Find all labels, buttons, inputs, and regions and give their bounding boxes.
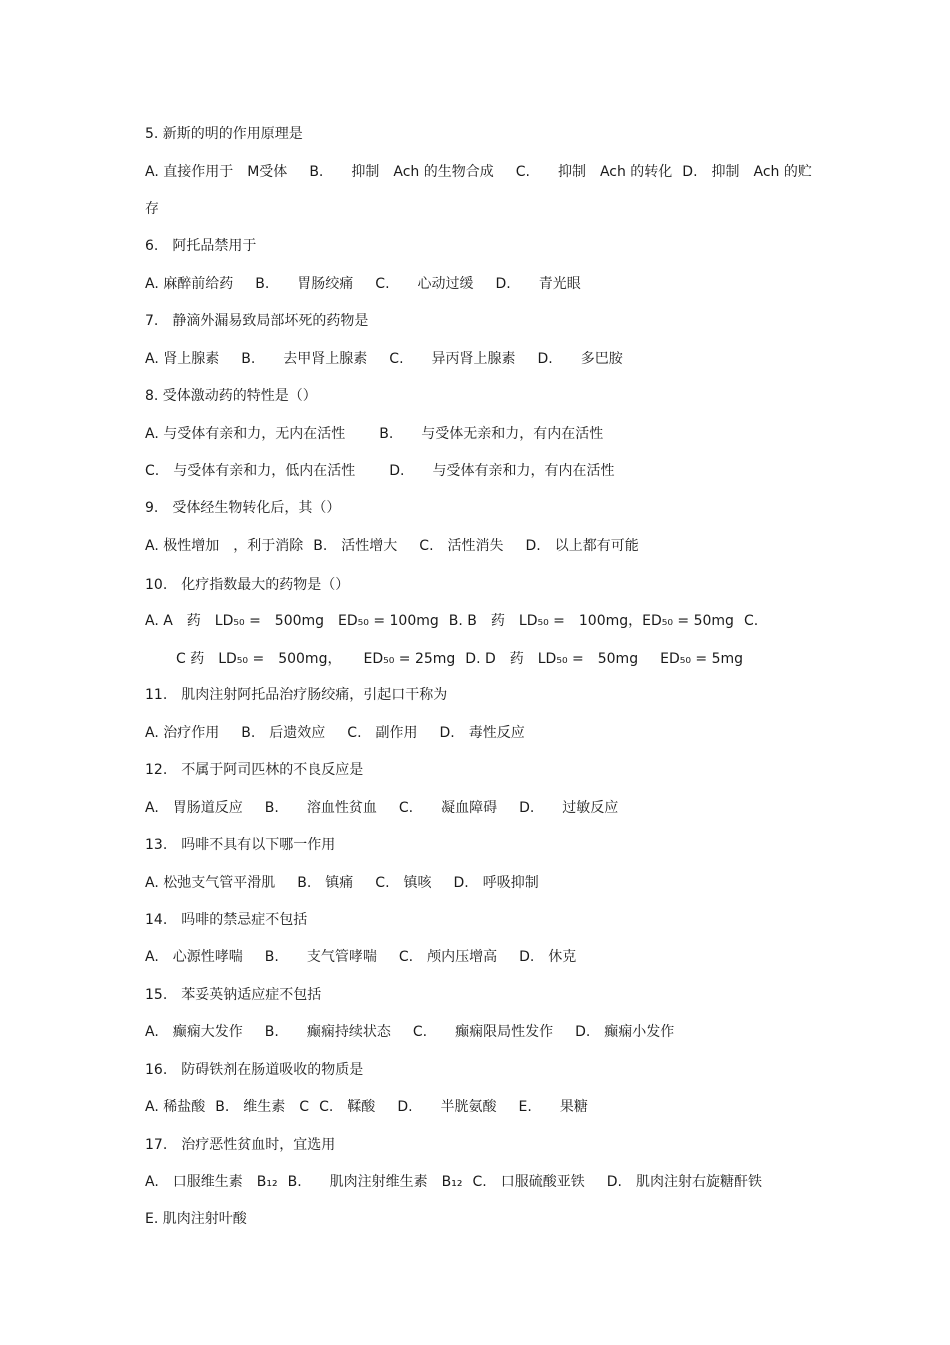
option-a: A. 麻醉前给药 [145,276,234,292]
option-b: B. 肌肉注射维生素 B₁₂ [287,1174,463,1190]
options-16 [145,1097,588,1117]
option-c: C. 凝血障碍 [398,800,498,816]
option-c-ld50: C 药 LD₅₀ = 500mg， [176,651,342,667]
options-17 [145,1172,762,1192]
options-17-continued: E. 肌肉注射叶酸 [145,1211,247,1227]
options-10-line2 [176,649,743,669]
option-a: A. 心源性哮喘 [145,949,243,965]
question-8: 8. 受体激动药的特性是（） [145,388,317,404]
option-a: A. 治疗作用 [145,725,220,741]
option-c: C. 与受体有亲和力，低内在活性 [145,463,356,479]
option-a: A. 肾上腺素 [145,351,220,367]
question-6: 6. 阿托品禁用于 [145,238,257,254]
options-11 [145,723,525,743]
option-d: D. 青光眼 [495,276,581,292]
question-15: 15. 苯妥英钠适应症不包括 [145,987,322,1003]
option-a: A. 直接作用于 M受体 [145,164,288,180]
question-7: 7. 静滴外漏易致局部坏死的药物是 [145,313,369,329]
option-d: D. 半胱氨酸 [397,1099,497,1115]
question-13: 13. 吗啡不具有以下哪一作用 [145,837,336,853]
option-b: B. 胃肠绞痛 [255,276,354,292]
option-d: D. 多巴胺 [537,351,623,367]
option-c: C. 异丙肾上腺素 [389,351,516,367]
option-b: B. 抑制 Ach 的生物合成 [309,164,494,180]
option-d: D. 毒性反应 [439,725,525,741]
option-b: B. 支气管哮喘 [264,949,377,965]
question-16: 16. 防碍铁剂在肠道吸收的物质是 [145,1062,364,1078]
options-14 [145,947,576,967]
option-a: A. 松弛支气管平滑肌 [145,875,276,891]
option-b: B. 镇痛 [297,875,354,891]
options-13 [145,873,539,893]
option-c: C. 副作用 [347,725,418,741]
options-6 [145,274,581,294]
options-7 [145,349,623,369]
option-a: A. 与受体有亲和力，无内在活性 [145,426,346,442]
option-a: A. 稀盐酸 [145,1099,206,1115]
option-b: B. 维生素 C [215,1099,310,1115]
option-b: B. 与受体无亲和力，有内在活性 [379,426,604,442]
options-9 [145,536,639,556]
option-d: D. 呼吸抑制 [453,875,539,891]
option-c: C. 镇咳 [375,875,432,891]
question-10: 10. 化疗指数最大的药物是（） [145,577,350,593]
question-11: 11. 肌肉注射阿托品治疗肠绞痛，引起口干称为 [145,687,448,703]
option-d: D. D 药 LD₅₀ = 50mg [465,651,639,667]
option-d: D. 与受体有亲和力，有内在活性 [389,463,615,479]
options-5-continued: 存 [145,201,159,217]
question-12: 12. 不属于阿司匹林的不良反应是 [145,762,364,778]
option-c: C. 颅内压增高 [398,949,498,965]
option-d: D. 休克 [519,949,577,965]
option-d: D. 癫痫小发作 [575,1024,675,1040]
question-17: 17. 治疗恶性贫血时，宜选用 [145,1137,336,1153]
options-8-ab [145,424,603,444]
options-10-line1 [145,611,758,631]
option-d: D. 以上都有可能 [525,538,639,554]
question-5: 5. 新斯的明的作用原理是 [145,126,303,142]
option-d: D. 过敏反应 [519,800,619,816]
option-c: C. 心动过缓 [375,276,474,292]
option-b: B. 活性增大 [313,538,398,554]
question-9: 9. 受体经生物转化后，其（） [145,500,341,516]
option-a: A. 口服维生素 B₁₂ [145,1174,278,1190]
option-a: A. 极性增加 ，利于消除 [145,538,304,554]
option-b: B. 去甲肾上腺素 [241,351,368,367]
option-d: D. 肌肉注射右旋糖酐铁 [606,1174,762,1190]
options-15 [145,1022,674,1042]
option-d-ed50: ED₅₀ = 5mg [660,651,744,667]
option-c: C. 活性消失 [419,538,504,554]
option-c-label: C. [743,613,759,629]
option-b: B. 后遗效应 [241,725,326,741]
option-c: C. 抑制 Ach 的转化 [515,164,673,180]
option-c: C. 鞣酸 [319,1099,376,1115]
option-b: B. 溶血性贫血 [264,800,377,816]
option-d: D. 抑制 Ach 的贮 [682,164,812,180]
option-a: A. A 药 LD₅₀ = 500mg ED₅₀ = 100mg [145,613,439,629]
option-b: B. B 药 LD₅₀ = 100mg，ED₅₀ = 50mg [448,613,734,629]
question-14: 14. 吗啡的禁忌症不包括 [145,912,308,928]
option-c-ed50: ED₅₀ = 25mg [363,651,456,667]
options-12 [145,798,618,818]
options-5 [145,162,812,182]
option-e: E. 果糖 [518,1099,588,1115]
option-c: C. 癫痫限局性发作 [412,1024,554,1040]
option-c: C. 口服硫酸亚铁 [472,1174,585,1190]
option-a: A. 癫痫大发作 [145,1024,243,1040]
options-8-cd [145,461,614,481]
option-b: B. 癫痫持续状态 [264,1024,391,1040]
option-a: A. 胃肠道反应 [145,800,243,816]
